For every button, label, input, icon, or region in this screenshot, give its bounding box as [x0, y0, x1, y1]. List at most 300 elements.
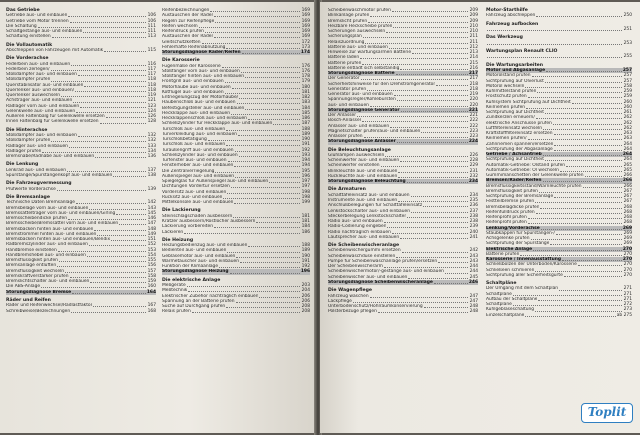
toc-entry-title: Unterbodenschutz/Hohlraumkonservierung — [328, 304, 423, 310]
dot-leader — [233, 217, 300, 218]
toc-entry[interactable] — [328, 139, 478, 144]
toc-page-number: 220 — [469, 102, 478, 108]
toc-page-number: 264 — [623, 141, 632, 147]
toc-entry-title: Scheibenwaschdüse einstellen — [328, 253, 396, 259]
toc-entry-title: Batterie laden — [328, 55, 360, 61]
toc-entry-title: Radlager aus- und einbauen — [6, 143, 68, 149]
dot-leader — [513, 295, 622, 296]
toc-entry-title: Bremsflüssigkeit prüfen — [6, 258, 58, 264]
toc-entry-title: Automatik-Getriebe: Ölstand prüfen — [486, 162, 566, 168]
toc-page-number: 273 — [623, 307, 632, 313]
toc-page-number: 223 — [469, 134, 478, 139]
toc-page-number: 210 — [469, 29, 478, 34]
dot-leader — [248, 119, 300, 120]
toc-page-number: 208 — [301, 309, 310, 315]
toc-entry[interactable] — [486, 41, 632, 46]
toc-section — [486, 8, 632, 19]
toc-entry-title: Die Zentralverriegelung — [162, 168, 215, 174]
toc-page-number: 240 — [469, 229, 478, 235]
toc-entry-title: Bremsflüssigkeit wechseln — [6, 268, 65, 274]
toc-entry[interactable] — [6, 173, 156, 178]
dot-leader — [528, 97, 622, 98]
dot-leader — [57, 266, 146, 267]
toc-page-number: 190 — [301, 253, 310, 259]
toc-entry-title: Räder und Reifenwechsel/Radlastfaktor — [6, 303, 93, 309]
dot-leader — [559, 290, 622, 291]
dot-leader — [222, 67, 300, 68]
dot-leader — [226, 48, 300, 49]
toc-page-number: 189 — [301, 131, 310, 137]
dot-leader — [528, 139, 622, 140]
dot-leader — [487, 44, 622, 45]
dot-leader — [89, 245, 146, 246]
toc-entry-title: Kotflügel aus- und einbauen — [162, 89, 224, 95]
dot-leader — [360, 58, 468, 59]
toc-entry-title: Funktion der Klimaanlage — [162, 264, 219, 270]
toc-entry-title: Schließzylinder für Heckklappe aus- und einbauen — [162, 121, 273, 127]
dot-leader — [545, 113, 622, 114]
toc-entry-title: Karosserie / Innenausstattung — [486, 257, 562, 263]
dot-leader — [75, 91, 146, 92]
dot-leader — [386, 32, 468, 33]
dot-leader — [407, 217, 468, 218]
toc-page-number: 264 — [623, 157, 632, 163]
toc-page-number: 169 — [301, 29, 310, 34]
toc-entry-title: Fahrzeug waschen — [328, 293, 369, 299]
dot-leader — [362, 64, 468, 65]
toc-section-title: Die Beleuchtungsanlage — [328, 147, 391, 153]
toc-section-title: Fahrzeug aufbocken — [486, 21, 539, 27]
dot-leader — [202, 43, 300, 44]
toc-entry-title: Türschloß aus- und einbauen — [162, 126, 226, 132]
toc-section-title: Die elektrische Anlage — [162, 277, 221, 283]
toc-page-number: 197 — [301, 184, 310, 190]
toc-entry-title: Sicherungsplan — [328, 34, 362, 40]
dot-leader — [540, 208, 622, 209]
dot-leader — [69, 147, 146, 148]
toc-page-number: 196 — [300, 269, 310, 275]
dot-leader — [241, 72, 300, 73]
toc-page-number: 248 — [469, 309, 478, 315]
toc-entry[interactable] — [486, 13, 632, 18]
toc-entry-title: Entriegelungszug der Motorhaube/ — [162, 95, 239, 101]
toc-entry[interactable] — [6, 48, 156, 53]
dot-leader — [68, 16, 146, 17]
toc-entry-title: Lenkstockschalter aus- und einbauen — [328, 208, 411, 214]
dot-leader — [543, 181, 622, 182]
toc-entry[interactable] — [162, 309, 310, 314]
toc-entry-title: Federbein aus- und einbauen — [6, 61, 71, 67]
toc-entry-title: Luftfiltereinsatz wechseln — [486, 125, 543, 131]
toc-entry-title: Anlasser prüfen — [328, 134, 363, 139]
dot-leader — [407, 182, 468, 183]
dot-leader — [95, 157, 146, 158]
dot-leader — [365, 43, 468, 44]
toc-entry-title: Heizbare Heckscheibe prüfen — [328, 23, 393, 29]
toc-page-number: 143 — [147, 205, 156, 211]
toc-entry-title: Schalttafeleinsatz aus- und einbauen — [328, 192, 410, 198]
toc-entry[interactable] — [486, 273, 632, 278]
toc-entry-title: Instrumente aus- und einbauen — [328, 198, 398, 204]
dot-leader — [223, 198, 300, 199]
dot-leader — [398, 201, 468, 202]
toc-page-number: 258 — [623, 83, 632, 89]
toc-page-number: 180 — [301, 84, 310, 90]
toc-section — [328, 243, 478, 285]
toc-entry-title: Stoßdämpfer aus- und einbauen — [6, 72, 77, 78]
toc-page-number: 255 — [623, 54, 632, 60]
dot-leader — [239, 98, 300, 99]
toc-entry-title: Technische Daten Bremsanlage — [6, 200, 75, 206]
dot-leader — [226, 145, 300, 146]
toc-entry-title: Sichtprüfung auf Dichtheit — [486, 157, 544, 163]
dot-leader — [545, 160, 622, 161]
toc-page-number: 111 — [147, 29, 156, 35]
dot-leader — [487, 30, 622, 31]
toc-page-number: 149 — [147, 231, 156, 237]
dot-leader — [424, 307, 468, 308]
toc-entry[interactable] — [6, 119, 156, 124]
toc-page-number: 117 — [147, 66, 156, 72]
toc-entry-title: Sichtprüfung der Bremsanlage — [486, 194, 554, 200]
dot-leader — [73, 102, 146, 103]
toc-entry-title: Spurstange/Spurstangenkopf aus- und einbauen — [6, 173, 113, 179]
dot-leader — [411, 212, 468, 213]
toc-section-title: Die Hinterachse — [6, 127, 48, 133]
toc-entry-title: Generator aus- und einbauen — [328, 92, 393, 97]
toc-entry-title: Scheibenwischer aus- und einbauen — [328, 274, 408, 280]
toc-section-title: Die Lenkung — [6, 162, 39, 168]
dot-leader — [111, 240, 146, 241]
toc-section-title: Räder und Reifen — [6, 297, 51, 303]
dot-leader — [401, 111, 468, 112]
toc-page-number: 181 — [301, 89, 310, 95]
toc-entry-title: Bremsflüssigkeitsstand/Warnleuchte prüfen — [486, 183, 582, 189]
toc-entry[interactable] — [486, 27, 632, 32]
toc-entry-title: Batterie prüfen — [486, 251, 520, 257]
toc-page-number: 263 — [623, 131, 632, 137]
dot-leader — [70, 277, 146, 278]
toc-page-number: 179 — [301, 79, 310, 85]
toc-entry-title: Dichtungen Vordertür ersetzen — [162, 184, 230, 190]
toc-entry-title: Fensterheber aus- und einbauen — [162, 163, 234, 169]
toc-page-number: 212 — [469, 44, 478, 50]
toc-page-number: 194 — [301, 163, 310, 169]
toc-page-number: 148 — [147, 226, 156, 232]
dot-leader — [362, 121, 468, 122]
dot-leader — [83, 32, 146, 33]
toc-entry-title: Kühlmittelstand prüfen — [486, 89, 537, 95]
toc-entry-title: Schaltpläne — [486, 302, 512, 308]
dot-leader — [397, 142, 468, 143]
toc-page-number: 198 — [301, 189, 310, 195]
dot-leader — [394, 95, 468, 96]
toc-page-number: 270 — [622, 257, 632, 263]
toc-entry-title: Reifen wechseln — [162, 23, 198, 29]
toc-entry-title: Einzelschaltpläne — [486, 312, 525, 318]
dot-leader — [104, 51, 146, 52]
toc-entry[interactable] — [328, 280, 478, 285]
toc-page-number: 223 — [469, 128, 478, 134]
toc-entry[interactable] — [6, 34, 156, 39]
toc-entry-title: Schließeen schmieren — [486, 267, 535, 273]
toc-section — [6, 298, 156, 314]
toc-page-number: 126 — [147, 114, 156, 120]
dot-leader — [84, 86, 146, 87]
dot-leader — [572, 103, 622, 104]
toc-entry-title: Bosch-Anlasser — [328, 118, 362, 124]
dot-leader — [68, 219, 146, 220]
toc-page-number: 224 — [468, 139, 478, 145]
toc-page-number: 243 — [469, 253, 478, 259]
toc-entry-title: Meßtechnik — [162, 288, 188, 294]
toc-entry-title: Außenspiegel aus- und einbauen — [162, 173, 235, 179]
toc-page-number: 154 — [147, 252, 156, 258]
dot-leader — [225, 93, 300, 94]
toc-section — [6, 56, 156, 124]
toc-entry-title: Festteilbremse prüfen — [486, 199, 535, 205]
dot-leader — [234, 166, 300, 167]
dot-leader — [94, 230, 146, 231]
toc-entry-title: Prüfwerte Vorderachse — [6, 186, 56, 192]
toc-page-number: 169 — [301, 8, 310, 13]
toc-entry-title: Vordersitz aus- und einbauen — [162, 189, 227, 195]
toc-entry-title: aus- und einbauen — [328, 102, 369, 108]
toc-page-number: 265 — [623, 162, 632, 168]
dot-leader — [535, 311, 622, 312]
dot-leader — [560, 171, 622, 172]
dot-leader — [525, 87, 622, 88]
toc-page-number: 115 — [147, 48, 156, 54]
toc-page-number: 186 — [301, 116, 310, 122]
toc-entry[interactable] — [6, 154, 156, 159]
toc-page-number: 197 — [301, 179, 310, 185]
toc-page-number: 192 — [301, 147, 310, 153]
dot-leader — [541, 229, 622, 230]
toc-section — [6, 43, 156, 54]
toc-entry[interactable] — [162, 269, 310, 274]
toc-page-number: 236 — [469, 203, 478, 209]
toc-page-number: 183 — [301, 100, 310, 106]
toc-entry-title: Elektrischer Zubehör nachträglich einbauen — [162, 293, 259, 299]
toc-page-number: 268 — [623, 204, 632, 210]
dot-leader — [89, 209, 146, 210]
toc-page-number: 271 — [623, 291, 632, 297]
dot-leader — [208, 140, 300, 141]
toc-entry[interactable] — [162, 200, 310, 205]
dot-leader — [520, 255, 622, 256]
toc-section-title: Motor-Starthilfe — [486, 8, 528, 13]
toc-page-number: 267 — [623, 194, 632, 200]
dot-leader — [361, 79, 468, 80]
toc-page-number: 215 — [469, 60, 478, 66]
toc-page-number: 117 — [147, 72, 156, 78]
toc-entry-title: Stoßdämpfer prüfen — [6, 77, 51, 83]
toc-page-number: 218 — [469, 86, 478, 92]
toc-page-number: 244 — [469, 269, 478, 275]
toc-page-number: 132 — [147, 133, 156, 139]
toc-entry-title: Schließbolzen der Unterboden/Karosserie — [486, 262, 577, 268]
toc-entry[interactable] — [328, 309, 478, 314]
dot-leader — [370, 297, 468, 298]
dot-leader — [384, 222, 468, 223]
toc-entry[interactable] — [486, 313, 632, 318]
toc-page-number: 270 — [623, 272, 632, 278]
toc-entry[interactable] — [162, 50, 310, 55]
toc-entry[interactable] — [486, 54, 632, 59]
toc-section-title: Wartungsplan Renault CLIO — [486, 48, 558, 54]
toc-section — [328, 288, 478, 314]
dot-leader — [71, 65, 146, 66]
toc-page-number: 264 — [623, 146, 632, 152]
dot-leader — [116, 214, 146, 215]
toc-page-number: 145 — [147, 210, 156, 216]
toc-page-number: 226 — [469, 152, 478, 158]
toc-entry-title: Türschloß aus- und einbauen — [162, 142, 226, 148]
toc-entry[interactable] — [328, 235, 478, 240]
toc-page-number: 242 — [469, 248, 478, 254]
toc-page-number: 216 — [469, 65, 478, 71]
toc-page-number: 155 — [147, 258, 156, 264]
toc-page-number: 241 — [469, 234, 478, 240]
toc-entry[interactable] — [6, 290, 156, 295]
toc-entry-title: Die Schaltung — [6, 23, 37, 29]
toc-entry-title: Lackieren — [162, 229, 184, 235]
toc-entry-title: Achsträger aus- und einbauen — [6, 98, 73, 104]
toc-page-number: 118 — [147, 82, 156, 88]
toc-page-number: 187 — [301, 121, 310, 127]
toc-page-number: 176 — [301, 68, 310, 74]
dot-leader — [400, 69, 468, 70]
toc-entry-title: Störungsdiagnose Räder/Reifen — [162, 50, 241, 55]
toc-page-number: 133 — [147, 143, 156, 149]
dot-leader — [378, 312, 468, 313]
toc-page-number: 238 — [469, 213, 478, 219]
toc-page-number: 138 — [147, 173, 156, 179]
dot-leader — [585, 176, 623, 177]
toc-entry-title: Bremsbacken hinten aus- und einbauen/Bendix — [6, 237, 111, 243]
dot-leader — [214, 37, 300, 38]
toc-entry[interactable] — [6, 187, 156, 192]
toc-page-number: 111 — [147, 23, 156, 29]
toc-section — [6, 8, 156, 40]
dot-leader — [187, 286, 300, 287]
toc-section — [328, 8, 478, 145]
toc-page-number: 229 — [469, 163, 478, 169]
toc-page-number: 222 — [469, 118, 478, 124]
toc-page-number: 124 — [147, 108, 156, 114]
toc-entry-title: Lenkrad aus- und einbauen — [6, 167, 67, 173]
toc-entry-title: Staubkappen für Spurstangen-/ — [486, 230, 555, 236]
toc-entry-title: Spannungsregler/Kohlebürsten — [328, 97, 396, 103]
toc-entry-title: Heizungsbedienzug aus- und einbauen — [162, 243, 248, 249]
toc-entry-title: Austauschen der Räder — [162, 34, 214, 40]
dot-leader — [400, 161, 468, 162]
toc-page-number: 169 — [301, 13, 310, 19]
toc-page-number: 123 — [147, 103, 156, 109]
toc-page-number: 217 — [469, 76, 478, 82]
dot-leader — [61, 96, 146, 97]
toc-entry-title: Bremstrommel hinten aus- und einbauen — [6, 231, 97, 237]
toc-page-number: 268 — [623, 209, 632, 215]
dot-leader — [235, 151, 300, 152]
toc-page-number: 185 — [301, 110, 310, 116]
toc-entry-title: Türaußengriff aus- und einbauen — [162, 147, 234, 153]
toc-entry-title: Sichtprüfung auf Dichtheit — [486, 110, 544, 116]
toc-page-number: 156 — [147, 263, 156, 269]
toc-entry-title: Abschleppen von Fahrzeugen mit Automatik — [6, 48, 104, 54]
dot-leader — [421, 132, 468, 133]
toc-page-number: 269 — [623, 236, 632, 242]
toc-entry[interactable] — [162, 230, 310, 235]
toc-page-number: 267 — [623, 199, 632, 205]
toc-entry-title: Scheinwerfer einstellen — [328, 163, 380, 169]
toc-page-number: 134 — [147, 148, 156, 154]
toc-page-number: 243 — [469, 258, 478, 264]
toc-section — [162, 58, 310, 205]
toc-entry-title: Schaltung einstellen — [6, 34, 51, 40]
toc-page-number: 160 — [147, 284, 156, 290]
toc-page-number: 262 — [623, 120, 632, 126]
toc-page-number: 186 — [301, 229, 310, 235]
dot-leader — [389, 48, 468, 49]
toc-page-number: 266 — [623, 173, 632, 179]
dot-leader — [51, 141, 146, 142]
dot-leader — [564, 276, 622, 277]
toc-entry-title: Anlasser aus- und einbauen — [328, 123, 390, 129]
toc-entry-title: Keilriemen prüfen/ — [486, 136, 527, 142]
toc-page-number: 192 — [301, 264, 310, 270]
toc-entry-title: Stoßfänger vorn aus- und einbauen — [162, 68, 240, 74]
toc-page-number: 193 — [301, 152, 310, 158]
dot-leader — [76, 203, 146, 204]
toc-page-number: 270 — [623, 267, 632, 273]
toc-entry-title: Bremssattelträger vorn aus- und einbauen/Girling — [6, 210, 116, 216]
dot-leader — [227, 252, 300, 253]
toc-section — [162, 208, 310, 234]
toc-entry-title: Störungsdiagnose Batterie — [328, 71, 395, 76]
toc-page-number: 168 — [147, 308, 156, 314]
dot-leader — [90, 282, 146, 283]
toc-entry-title: Rücksitz aus- und einbauen — [162, 194, 223, 200]
toc-entry[interactable] — [6, 309, 156, 314]
toc-section — [6, 181, 156, 192]
toc-entry-title: Austauschen der Räder — [162, 13, 214, 19]
dot-leader — [232, 88, 300, 89]
toc-section-title: Die Wartungsarbeiten — [486, 62, 544, 68]
toc-page-number: 260 — [623, 99, 632, 105]
dot-leader — [533, 250, 622, 251]
toc-entry-title: Störungsdiagnose Bremse — [6, 289, 72, 295]
dot-leader — [438, 262, 468, 263]
dot-leader — [535, 271, 622, 272]
toc-entry-title: Reifenfülldruck prüfen — [486, 209, 535, 215]
toc-page-number: 271 — [623, 286, 632, 292]
right-page-column-2 — [486, 8, 632, 321]
toc-page-number: 198 — [301, 194, 310, 200]
toc-entry-title: Glühlampen auswechseln — [328, 152, 385, 158]
toc-entry-title: Steckerbelegung Lenkstockschalter — [328, 213, 407, 219]
toc-entry[interactable] — [328, 179, 478, 184]
toc-entry-title: Stoßdämpfer prüfen — [6, 138, 51, 144]
dot-leader — [65, 272, 146, 273]
toc-entry-title: Radio nachträglich einbauen — [328, 229, 391, 235]
toc-entry-title: Bremsbelagdicke prüfen — [486, 204, 540, 210]
toc-page-number: 181 — [301, 219, 310, 225]
dot-leader — [381, 166, 468, 167]
toc-page-number: 239 — [469, 224, 478, 230]
dot-leader — [259, 297, 300, 298]
